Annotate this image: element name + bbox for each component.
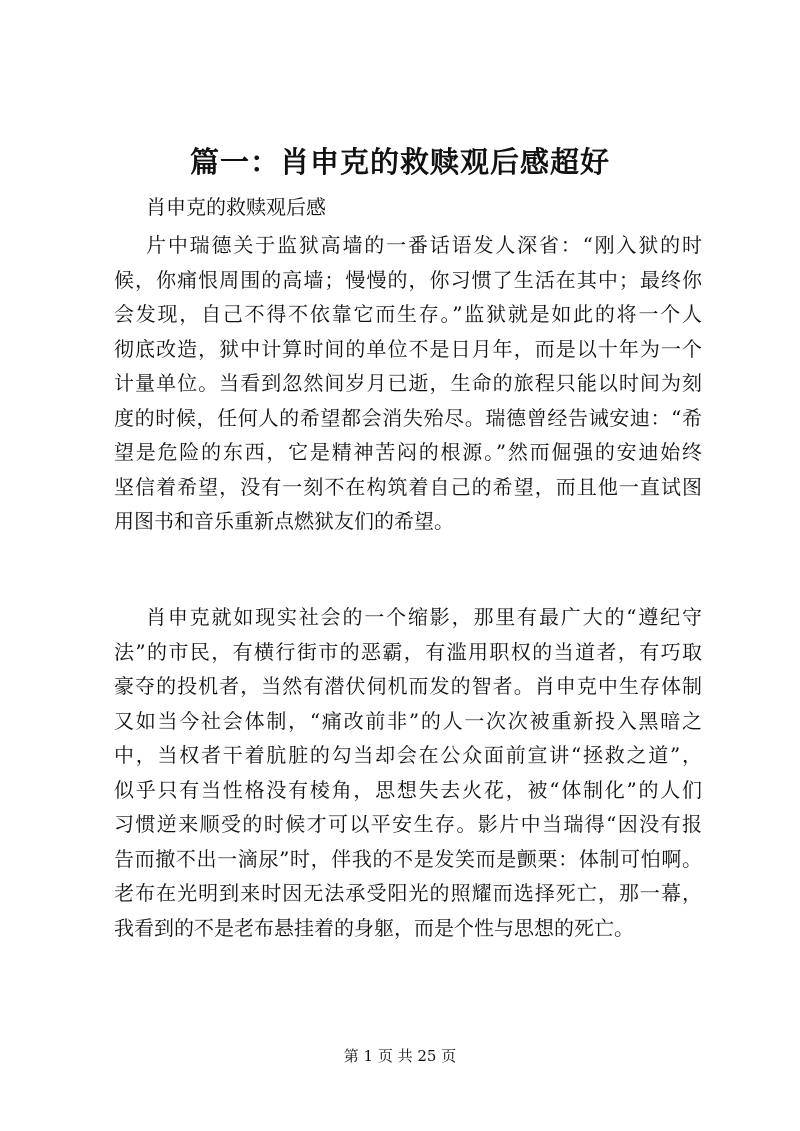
paragraph-line: 望是危险的东西，它是精神苦闷的根源。”然而倔强的安迪始终 [114,440,702,464]
paragraph-line: 计量单位。当看到忽然间岁月已逝，生命的旅程只能以时间为刻 [114,371,702,395]
paragraph-line: 度的时候，任何人的希望都会消失殆尽。瑞德曾经告诫安迪：“希 [114,405,702,430]
document-subtitle: 肖申克的救赎观后感 [146,195,326,219]
document-title: 篇一：肖申克的救赎观后感超好 [189,145,610,179]
paragraph-line: 彻底改造，狱中计算时间的单位不是日月年，而是以十年为一个 [114,336,702,361]
paragraph-line: 告而撤不出一滴尿”时，伴我的不是发笑而是颤栗：体制可怕啊。 [114,846,702,871]
paragraph-line: 会发现，自己不得不依靠它而生存。”监狱就是如此的将一个人 [114,302,702,326]
paragraph-line: 坚信着希望，没有一刻不在构筑着自己的希望，而且他一直试图 [114,474,702,499]
paragraph-line: 用图书和音乐重新点燃狱友们的希望。 [114,509,454,533]
paragraph-line: 豪夺的投机者，当然有潜伏伺机而发的智者。肖申克中生存体制 [114,674,702,698]
paragraph-line: 又如当今社会体制，“痛改前非”的人一次次被重新投入黑暗之 [114,708,702,733]
paragraph-line: 候，你痛恨周围的高墙；慢慢的，你习惯了生活在其中；最终你 [114,267,702,292]
paragraph-line: 中，当权者干着肮脏的勾当却会在公众面前宣讲“拯救之道”， [114,743,702,767]
paragraph-line: 我看到的不是老布悬挂着的身躯，而是个性与思想的死亡。 [114,915,634,940]
page-number-footer: 第 1 页 共 25 页 [343,1047,457,1065]
paragraph-2 [114,600,702,945]
paragraph-line: 片中瑞德关于监狱高墙的一番话语发人深省：“刚入狱的时 [146,233,702,257]
paragraph-line: 肖申克就如现实社会的一个缩影，那里有最广大的“遵纪守 [146,605,702,629]
paragraph-line: 习惯逆来顺受的时候才可以平安生存。影片中当瑞得“因没有报 [114,812,702,836]
paragraph-line: 法”的市民，有横行街市的恶霸，有滥用职权的当道者，有巧取 [114,639,702,664]
paragraph-line: 似乎只有当性格没有棱角，思想失去火花，被“体制化”的人们 [114,777,702,802]
paragraph-1 [114,228,702,539]
paragraph-line: 老布在光明到来时因无法承受阳光的照耀而选择死亡，那一幕， [114,881,702,905]
